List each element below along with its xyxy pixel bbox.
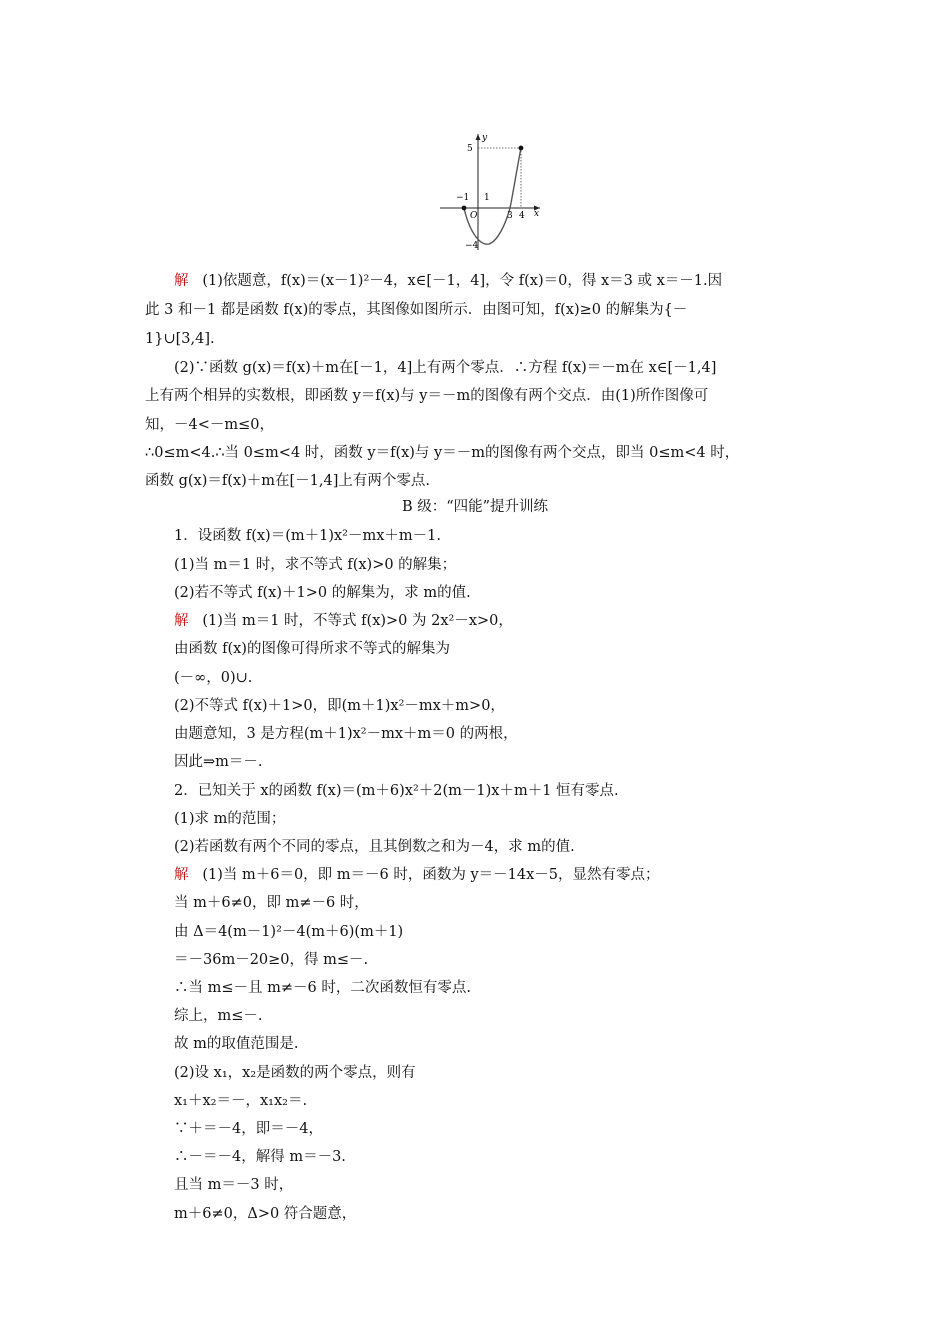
solution-line-8: 函数 g(x)＝f(x)＋m在[－1,4]上有两个零点. [145, 473, 430, 489]
solution-line-6: 知，－4<－m≤0， [145, 417, 274, 433]
answer-1-line-5: 由题意知，3 是方程(m＋1)x²－mx＋m＝0 的两根， [174, 726, 518, 742]
answer-1-line-2: 由函数 f(x)的图像可得所求不等式的解集为 [174, 641, 450, 657]
endpoint-left [462, 206, 467, 211]
tick-label-neg1: −1 [456, 193, 470, 203]
answer-2-text: (1)当 m＋6＝0，即 m＝－6 时，函数为 y＝－14x－5，显然有零点； [202, 867, 660, 883]
answer-2-line-1 [174, 865, 934, 885]
solution-line-7: ∴0≤m<4.∴当 0≤m<4 时，函数 y＝f(x)与 y＝－m的图像有两个交点，即当 0≤m<4 时， [145, 445, 740, 461]
tick-label-1: 1 [484, 193, 490, 203]
answer-1-line-1 [174, 611, 934, 631]
answer-2-line-10: ∵＋＝－4，即＝－4， [174, 1121, 323, 1137]
answer-1-text: (1)当 m＝1 时，不等式 f(x)>0 为 2x²－x>0， [202, 613, 513, 629]
answer-2-line-13: m＋6≠0，Δ>0 符合题意， [174, 1206, 357, 1222]
question-1-part-2: (2)若不等式 f(x)＋1>0 的解集为，求 m的值. [174, 585, 471, 601]
parabola-curve [464, 148, 521, 244]
question-2: 2．已知关于 x的函数 f(x)＝(m＋6)x²＋2(m－1)x＋m＋1 恒有零点. [174, 783, 619, 799]
answer-2-line-2: 当 m＋6≠0，即 m≠－6 时， [174, 895, 369, 911]
solution-text: (1)依题意，f(x)＝(x－1)²－4，x∈[－1，4]，令 f(x)＝0，得 x＝3 或 x＝－1.因 [202, 273, 723, 289]
question-2-part-2: (2)若函数有两个不同的零点，且其倒数之和为－4，求 m的值. [174, 839, 575, 855]
section-heading: B 级：“四能”提升训练 [401, 499, 549, 515]
tick-label-neg4: −4 [465, 241, 479, 251]
answer-1-line-6: 因此⇒m＝－. [174, 754, 263, 770]
answer-2-line-8: (2)设 x₁，x₂是函数的两个零点，则有 [174, 1065, 416, 1081]
question-2-part-1: (1)求 m的范围； [174, 811, 286, 827]
function-graph [436, 128, 546, 253]
solution-line-4: (2)∵函数 g(x)＝f(x)＋m在[－1，4]上有两个零点．∴方程 f(x)＝－m在 x∈[－1,4] [174, 360, 717, 376]
solution-label: 解 [174, 613, 189, 629]
answer-2-line-11: ∴－＝－4，解得 m＝－3. [174, 1149, 346, 1165]
question-1: 1．设函数 f(x)＝(m＋1)x²－mx＋m－1. [174, 528, 441, 544]
solution-label: 解 [174, 867, 189, 883]
answer-2-line-7: 故 m的取值范围是. [174, 1036, 299, 1052]
solution-line-2: 此 3 和－1 都是函数 f(x)的零点，其图像如图所示．由图可知，f(x)≥0 的解集为{－ [145, 302, 688, 318]
answer-2-line-9: x₁＋x₂＝－，x₁x₂＝. [174, 1093, 308, 1109]
solution-label: 解 [174, 273, 189, 289]
answer-2-line-12: 且当 m＝－3 时， [174, 1177, 294, 1193]
solution-line-5: 上有两个相异的实数根，即函数 y＝f(x)与 y＝－m的图像有两个交点．由(1)所作图像可 [145, 388, 709, 404]
solution-line-3: 1}∪[3,4]. [145, 331, 215, 347]
answer-2-line-3: 由 Δ＝4(m－1)²－4(m＋6)(m＋1) [174, 924, 404, 940]
answer-2-line-6: 综上，m≤－. [174, 1008, 263, 1024]
tick-label-5: 5 [467, 144, 473, 154]
question-1-part-1: (1)当 m＝1 时，求不等式 f(x)>0 的解集； [174, 557, 457, 573]
tick-label-4: 4 [519, 211, 525, 221]
answer-1-line-3: (－∞，0)∪. [174, 670, 253, 686]
answer-1-line-4: (2)不等式 f(x)＋1>0，即(m＋1)x²－mx＋m>0， [174, 698, 505, 714]
solution-line-1 [174, 271, 934, 291]
answer-2-line-4: ＝－36m－20≥0，得 m≤－. [174, 952, 369, 968]
y-axis-arrow [476, 134, 481, 140]
y-axis-label: y [482, 133, 488, 143]
answer-2-line-5: ∴当 m≤－且 m≠－6 时，二次函数恒有零点. [174, 980, 471, 996]
origin-label: O [470, 211, 478, 221]
x-axis-label: x [534, 209, 540, 219]
tick-label-3: 3 [507, 211, 513, 221]
endpoint-right [519, 146, 524, 151]
